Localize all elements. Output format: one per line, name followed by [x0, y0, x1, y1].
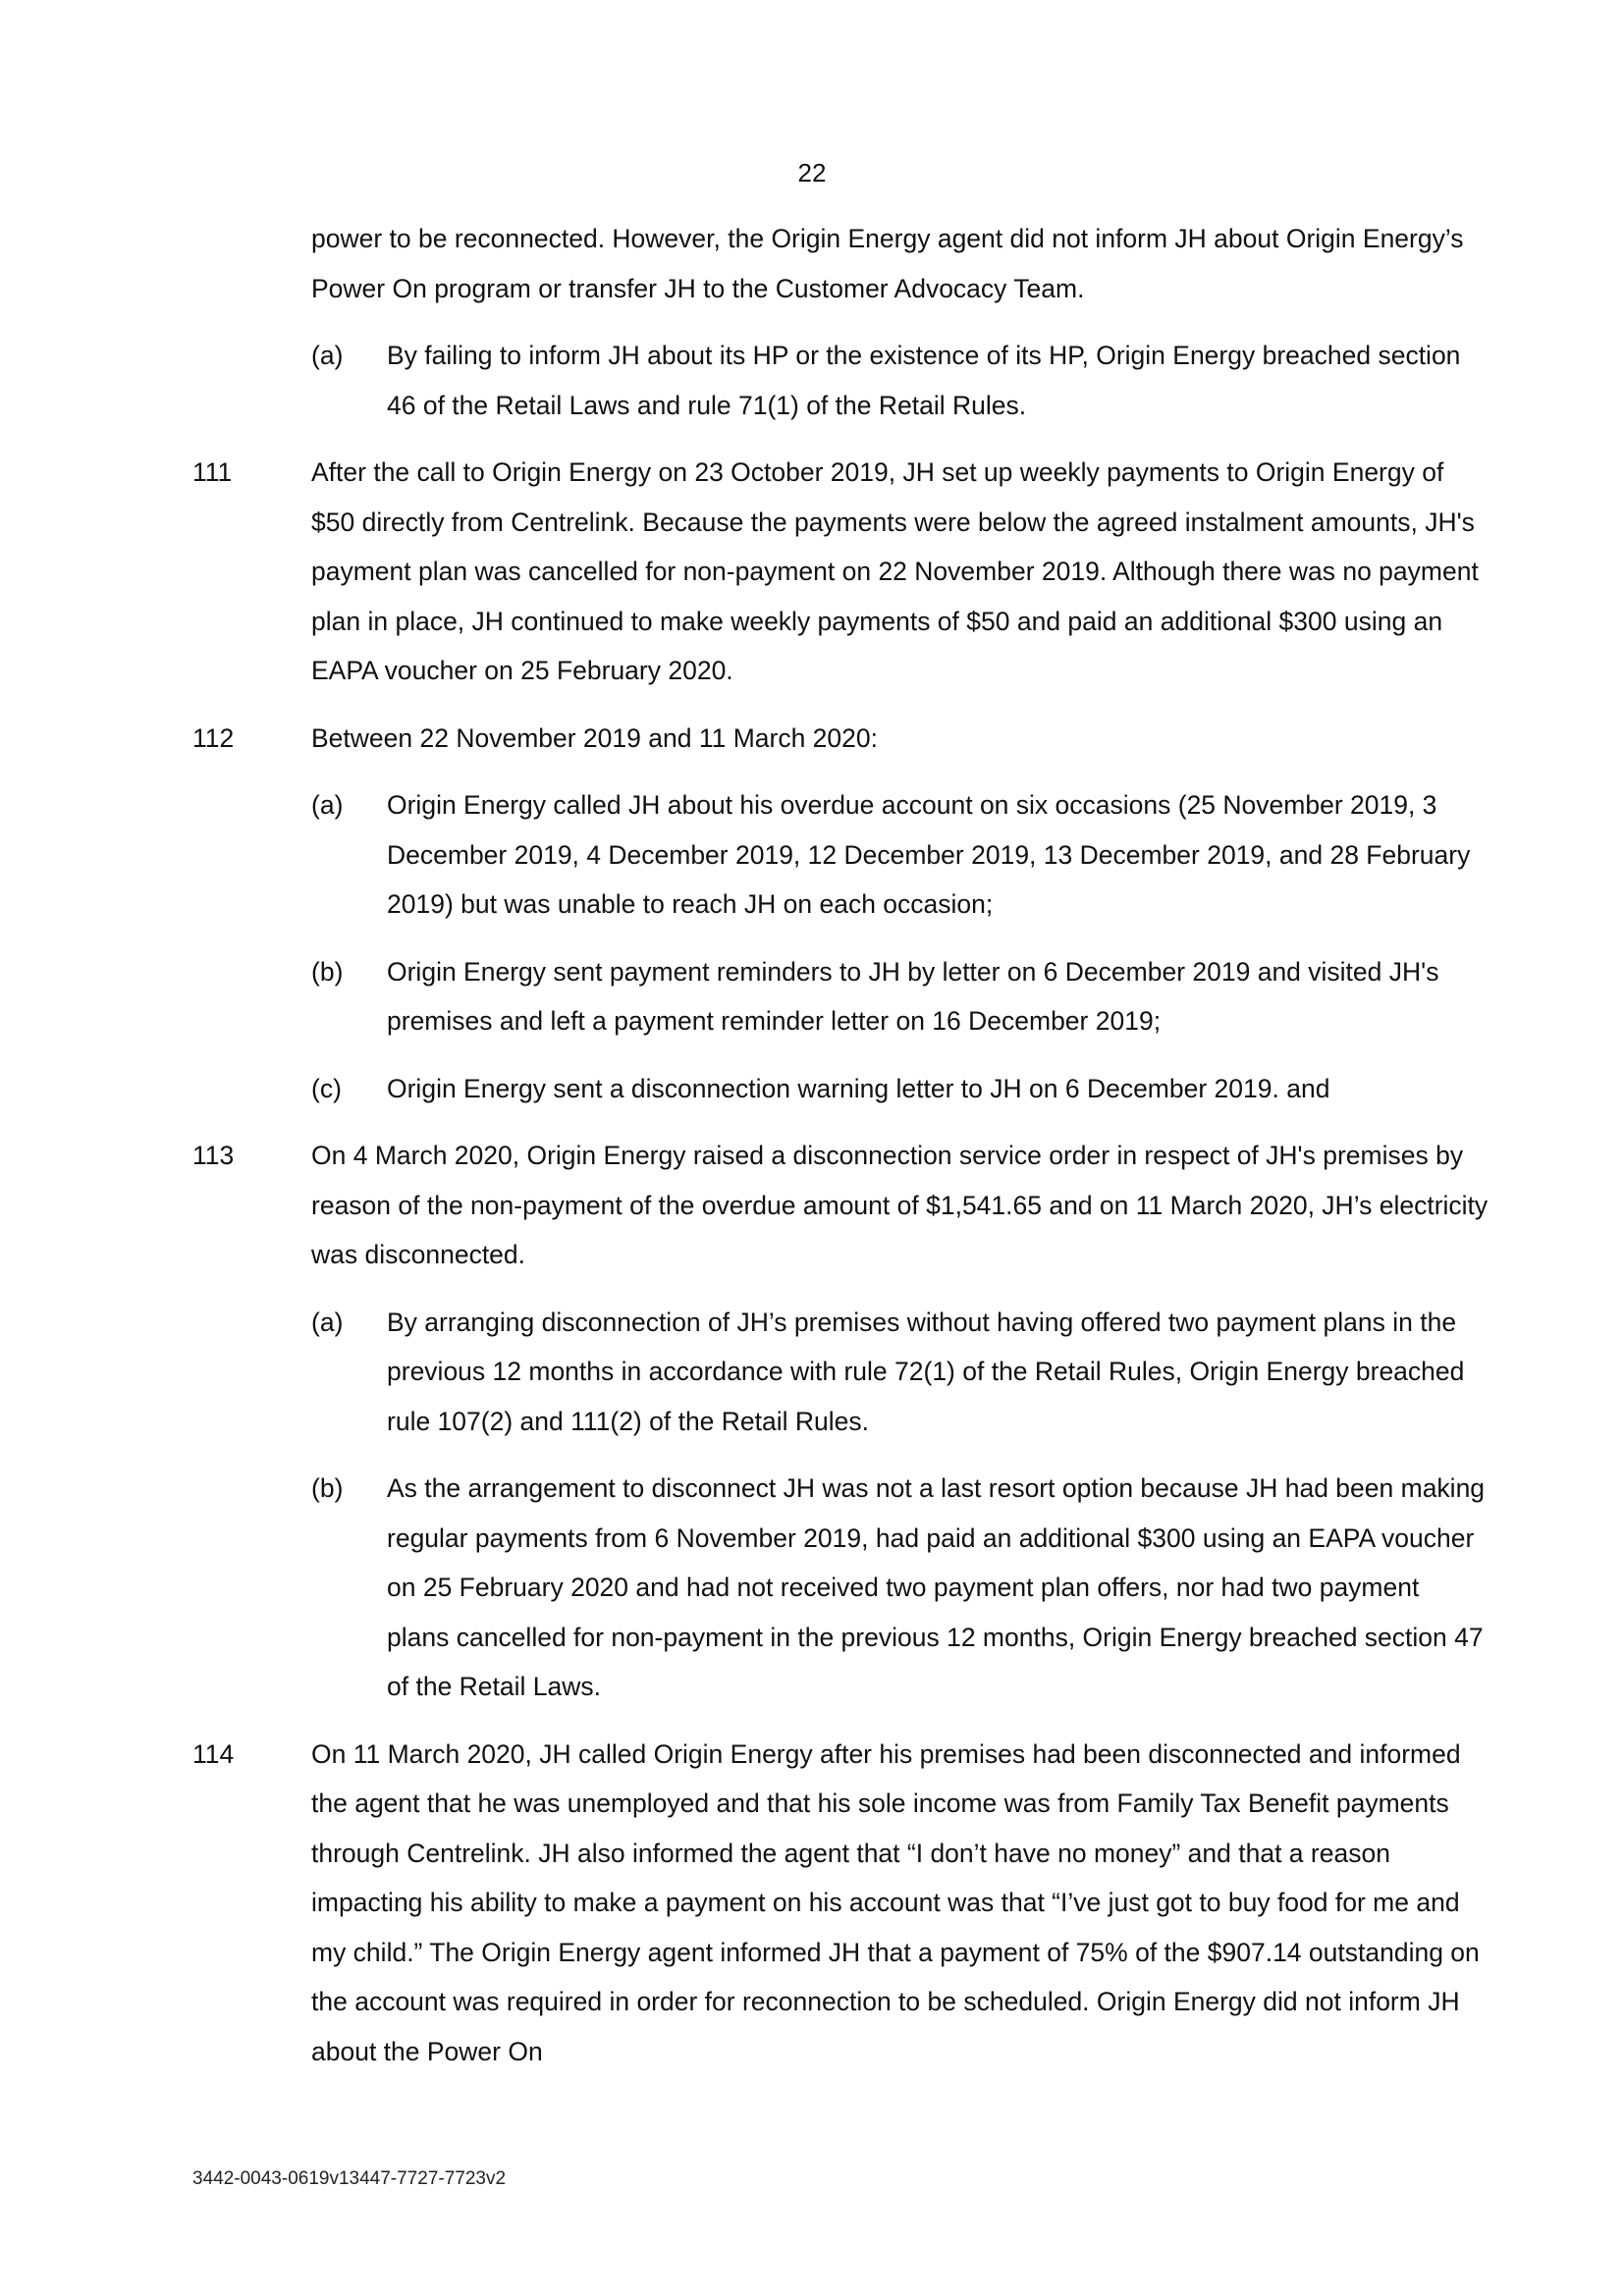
subparagraph [192, 1298, 1489, 1447]
subparagraph-text: Origin Energy sent a disconnection warning letter to JH on 6 December 2019. and [387, 1073, 1330, 1103]
subparagraph-label: (a) [311, 341, 344, 370]
subparagraph [192, 331, 1489, 430]
subparagraph-text: Origin Energy called JH about his overdue account on six occasions (25 November 2019, 3 December 2019, 4 December 2019, 12 December 2019, 13 December 2019, and 28 February 2019) but was unable to reach JH on each occasion; [387, 790, 1471, 919]
document-body [192, 214, 1489, 2094]
document-reference-footer: 3442-0043-0619v13447-7727-7723v2 [192, 2168, 507, 2189]
subparagraph-text: As the arrangement to disconnect JH was not a last resort option because JH had been making regular payments from 6 November 2019, had paid an additional $300 using an EAPA voucher on 25 February 2020 and had not received two payment plan offers, nor had two payment plans cancelled for non-payment in the previous 12 months, Origin Energy breached section 47 of the Retail Laws. [387, 1473, 1486, 1701]
paragraph-continuation [192, 214, 1489, 313]
paragraph-111 [192, 448, 1489, 696]
subparagraph-label: (b) [311, 1473, 344, 1503]
subparagraph-text: By arranging disconnection of JH’s premises without having offered two payment plans in the previous 12 months in accordance with rule 72(1) of the Retail Rules, Origin Energy breached rule 107(2) and 111(2) of the Retail Rules. [387, 1307, 1465, 1436]
subparagraph-label: (b) [311, 956, 344, 987]
subparagraph [192, 947, 1489, 1046]
paragraph-number: 114 [192, 1738, 235, 1769]
subparagraph-label: (c) [311, 1073, 342, 1103]
subparagraph [192, 1464, 1489, 1712]
paragraph-number: 111 [192, 457, 233, 487]
paragraph-text: On 4 March 2020, Origin Energy raised a disconnection service order in respect of JH's premises by reason of the non-payment of the overdue amount of $1,541.65 and on 11 March 2020, JH’s electricity was disconnected. [311, 1141, 1489, 1269]
subparagraph [192, 1064, 1489, 1114]
subparagraph-label: (a) [311, 790, 344, 820]
paragraph-text: Between 22 November 2019 and 11 March 2020: [311, 722, 878, 753]
paragraph-text: On 11 March 2020, JH called Origin Energy after his premises had been disconnected and informed the agent that he was unemployed and that his sole income was from Family Tax Benefit payments through Centrelink. JH also informed the agent that “I don’t have no money” and that a reason impacting his ability to make a payment on his account was that “I’ve just got to buy food for me and my child.” The Origin Energy agent informed JH that a payment of 75% of the $907.14 outstanding on the account was required in order for reconnection to be scheduled. Origin Energy did not inform JH about the Power On [311, 1738, 1480, 2066]
paragraph-114 [192, 1730, 1489, 2077]
paragraph-text: power to be reconnected. However, the Origin Energy agent did not inform JH about Origin Energy’s Power On program or transfer JH to the Customer Advocacy Team. [311, 224, 1464, 303]
subparagraph-text: By failing to inform JH about its HP or the existence of its HP, Origin Energy breached section 46 of the Retail Laws and rule 71(1) of the Retail Rules. [387, 341, 1461, 420]
paragraph-number: 113 [192, 1141, 235, 1170]
subparagraph-label: (a) [311, 1307, 344, 1337]
paragraph-text: After the call to Origin Energy on 23 October 2019, JH set up weekly payments to Origin Energy of $50 directly from Centrelink. Because the payments were below the agreed instalment amounts, JH's payment plan was cancelled for non-payment on 22 November 2019. Although there was no payment plan in place, JH continued to make weekly payments of $50 and paid an additional $300 using an EAPA voucher on 25 February 2020. [311, 457, 1479, 685]
page-number: 22 [797, 158, 827, 187]
paragraph-113 [192, 1131, 1489, 1280]
paragraph-112 [192, 714, 1489, 764]
subparagraph-text: Origin Energy sent payment reminders to JH by letter on 6 December 2019 and visited JH's premises and left a payment reminder letter on 16 December 2019; [387, 956, 1439, 1036]
paragraph-number: 112 [192, 722, 235, 753]
subparagraph [192, 780, 1489, 930]
